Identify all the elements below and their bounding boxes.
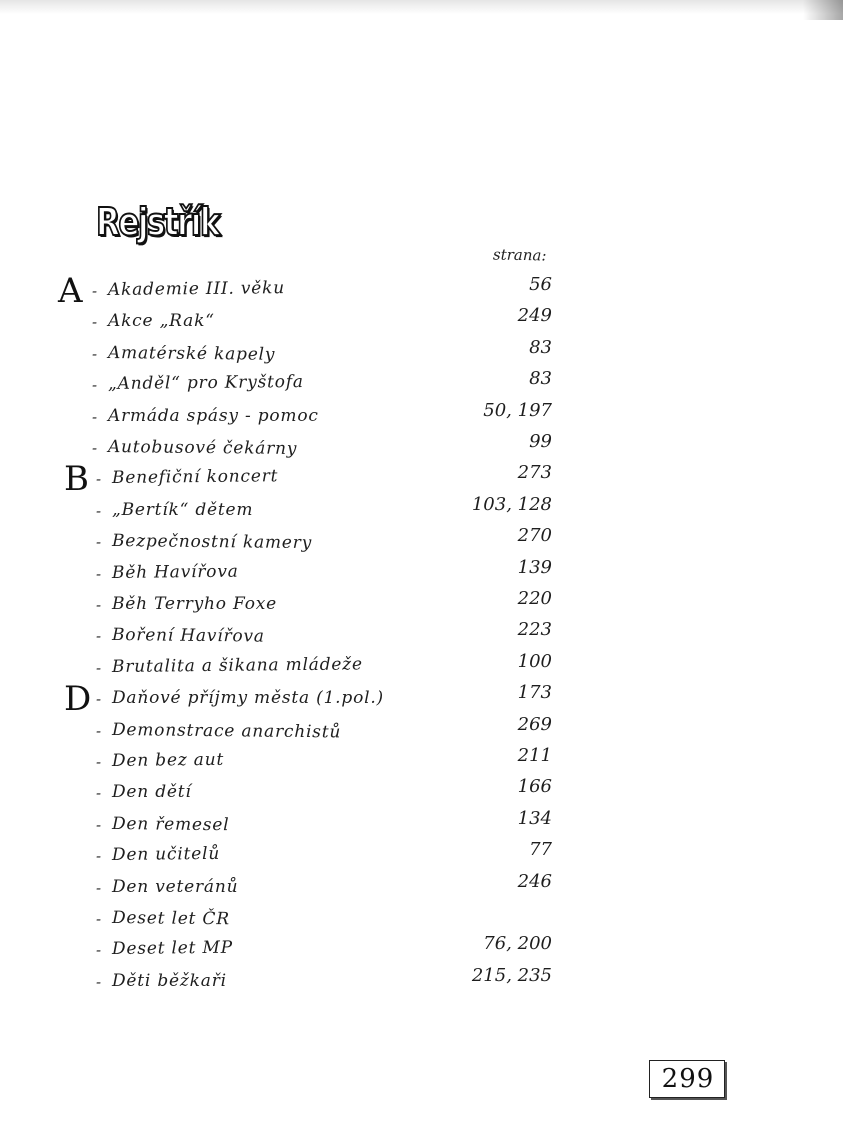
entry-dash: - bbox=[96, 564, 102, 583]
entry-dash: - bbox=[96, 596, 102, 614]
entry-text: Den bez aut bbox=[111, 749, 225, 771]
entry-page-ref: 269 bbox=[517, 713, 552, 735]
entry-page-ref: 215, 235 bbox=[471, 964, 552, 986]
entry-dash: - bbox=[96, 470, 102, 489]
group-letter-d: D bbox=[64, 679, 92, 720]
entry-dash: - bbox=[96, 910, 102, 928]
index-entry bbox=[0, 368, 843, 405]
entry-dash: - bbox=[96, 501, 102, 520]
entry-text: Den řemesel bbox=[111, 813, 230, 836]
entry-page-ref: 103, 128 bbox=[471, 493, 552, 515]
entry-dash: - bbox=[96, 784, 102, 803]
entry-dash: - bbox=[96, 533, 102, 552]
entry-page-ref: 50, 197 bbox=[483, 399, 552, 421]
index-entry bbox=[0, 964, 843, 1002]
scan-corner-shadow bbox=[803, 0, 843, 20]
entry-dash: - bbox=[96, 847, 102, 866]
index-entry bbox=[0, 776, 843, 813]
entry-text: Den dětí bbox=[112, 782, 192, 803]
index-entry bbox=[0, 431, 843, 468]
group-letter-a: A bbox=[58, 271, 83, 311]
page-title: Rejstřík bbox=[96, 200, 219, 244]
index-entry bbox=[0, 713, 843, 751]
entry-page-ref: 273 bbox=[517, 462, 552, 484]
entry-dash: - bbox=[92, 376, 98, 395]
index-entry bbox=[0, 682, 843, 719]
index-entry bbox=[0, 274, 843, 311]
index-entry bbox=[0, 588, 843, 625]
entry-text: „Bertík“ dětem bbox=[112, 499, 254, 520]
entry-dash: - bbox=[96, 878, 102, 897]
index-entry bbox=[0, 556, 843, 594]
entry-page-ref: 76, 200 bbox=[483, 933, 552, 955]
entry-dash: - bbox=[96, 690, 102, 709]
entry-text: Akce „Rak“ bbox=[108, 311, 215, 332]
entry-page-ref: 166 bbox=[517, 776, 552, 798]
index-entry bbox=[0, 745, 843, 782]
page-column-header: strana: bbox=[492, 245, 547, 265]
entry-text: Demonstrace anarchistů bbox=[111, 719, 342, 742]
entry-text: Benefiční koncert bbox=[111, 466, 279, 489]
index-entry bbox=[0, 399, 843, 437]
entry-page-ref: 211 bbox=[517, 745, 552, 766]
entry-dash: - bbox=[96, 815, 102, 834]
entry-page-ref: 99 bbox=[529, 431, 552, 452]
entry-text: Běh Havířova bbox=[111, 561, 239, 583]
index-entry bbox=[0, 933, 843, 970]
entry-dash: - bbox=[92, 313, 98, 332]
entry-text: Den veteránů bbox=[112, 876, 239, 897]
index-entry bbox=[0, 870, 843, 908]
entry-dash: - bbox=[92, 282, 98, 300]
index-entry bbox=[0, 525, 843, 562]
index-entry bbox=[0, 493, 843, 531]
entry-text: Autobusové čekárny bbox=[107, 437, 298, 459]
index-entry bbox=[0, 908, 843, 939]
entry-dash: - bbox=[96, 658, 102, 677]
entry-dash: - bbox=[92, 344, 98, 363]
entry-page-ref: 134 bbox=[517, 807, 552, 829]
entry-page-ref: 246 bbox=[517, 870, 552, 892]
entry-dash: - bbox=[96, 941, 102, 960]
entry-page-ref: 100 bbox=[517, 650, 552, 672]
entry-text: Děti běžkaři bbox=[112, 970, 227, 991]
entry-dash: - bbox=[96, 972, 102, 991]
index-entry bbox=[0, 619, 843, 656]
entry-text: Daňové příjmy města (1.pol.) bbox=[112, 688, 384, 709]
entry-text: Deset let ČR bbox=[111, 908, 230, 930]
entry-text: Amatérské kapely bbox=[107, 342, 276, 365]
entry-text: Bezpečnostní kamery bbox=[111, 531, 313, 554]
entry-dash: - bbox=[92, 407, 98, 426]
entry-page-ref: 249 bbox=[517, 305, 552, 327]
index-entry bbox=[0, 305, 843, 342]
index-entry bbox=[0, 462, 843, 499]
entry-text: Běh Terryho Foxe bbox=[112, 594, 277, 614]
entry-text: Boření Havířova bbox=[111, 625, 265, 647]
entry-text: Den učitelů bbox=[111, 844, 221, 866]
entry-page-ref: 270 bbox=[517, 525, 552, 547]
entry-dash: - bbox=[96, 753, 102, 771]
entry-dash: - bbox=[96, 627, 102, 646]
entry-dash: - bbox=[96, 721, 102, 740]
entry-dash: - bbox=[92, 439, 98, 457]
entry-page-ref: 220 bbox=[517, 588, 552, 609]
scan-shadow bbox=[0, 0, 843, 14]
entry-text: Armáda spásy - pomoc bbox=[108, 405, 319, 426]
entry-page-ref: 83 bbox=[529, 336, 552, 358]
entry-text: „Anděl“ pro Kryštofa bbox=[107, 372, 304, 395]
entry-text: Brutalita a šikana mládeže bbox=[111, 654, 363, 677]
entry-page-ref: 83 bbox=[529, 368, 552, 390]
entry-page-ref: 223 bbox=[517, 619, 552, 641]
entry-text: Deset let MP bbox=[111, 938, 233, 960]
index-entry bbox=[0, 650, 843, 688]
entry-text: Akademie III. věku bbox=[107, 278, 286, 300]
entry-page-ref: 173 bbox=[517, 682, 552, 704]
index-entry bbox=[0, 807, 843, 845]
index-entry bbox=[0, 336, 843, 374]
entry-page-ref: 77 bbox=[529, 839, 552, 861]
index-entry bbox=[0, 839, 843, 876]
entry-page-ref: 139 bbox=[517, 556, 552, 578]
page-number: 299 bbox=[661, 1064, 715, 1094]
group-letter-b: B bbox=[64, 459, 89, 500]
entry-page-ref: 56 bbox=[529, 274, 552, 295]
page-number-box bbox=[649, 1060, 725, 1098]
